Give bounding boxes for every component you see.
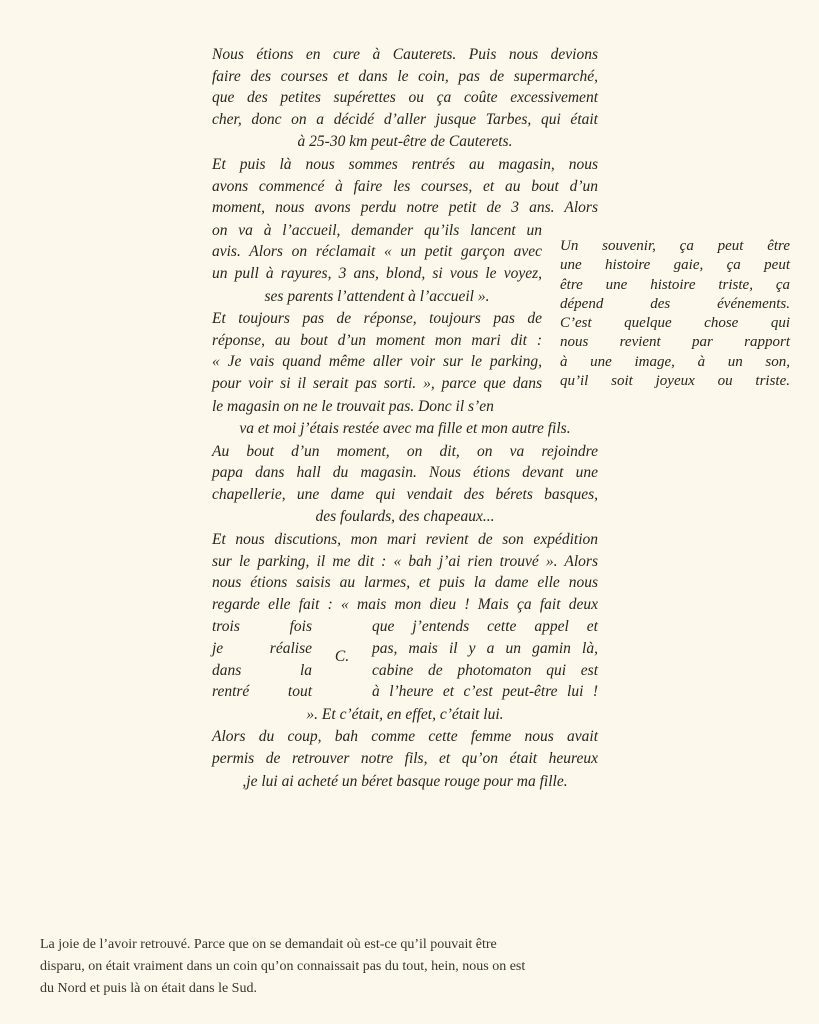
text-line: « Je vais quand même aller voir sur le parking,: [212, 353, 542, 371]
footer-line: La joie de l’avoir retrouvé. Parce que on se demandait où est-ce qu’il pouvait être: [40, 937, 497, 952]
text-line: cabine de photomaton qui est: [372, 661, 598, 679]
wraparound-right-column: [372, 616, 598, 702]
wraparound-block: [212, 616, 598, 702]
text-line: je réalise: [212, 640, 312, 658]
text-line: dans la: [212, 661, 312, 679]
margin-note-line: dépend des événements.: [560, 295, 790, 312]
text-line: ,je lui ai acheté un béret basque rouge pour ma fille.: [242, 772, 568, 790]
text-line: que des petites supérettes ou ça coûte excessivement: [212, 89, 598, 107]
text-line: Nous étions en cure à Cauterets. Puis nous devions: [212, 46, 598, 63]
paragraph-block: [212, 418, 598, 440]
margin-note-line: être une histoire triste, ça: [560, 276, 790, 293]
text-line: Et nous discutions, mon mari revient de son expédition: [212, 531, 598, 549]
text-line: regarde elle fait : « mais mon dieu ! Mais ça fait deux: [212, 595, 598, 613]
paragraph-block: [212, 441, 598, 506]
paragraph-block: [212, 771, 598, 793]
paragraph-block: [212, 726, 598, 769]
text-line: pas, mais il y a un gamin là,: [372, 640, 598, 658]
text-line: le magasin on ne le trouvait pas. Donc il s’en: [212, 397, 494, 415]
paragraph-block: [212, 529, 598, 615]
text-line: avis. Alors on réclamait « un petit garçon avec: [212, 243, 542, 261]
paragraph-block: [212, 131, 598, 153]
paragraph-block: [212, 396, 598, 418]
text-line: pour voir si il serait pas sorti. », parce que dans: [212, 374, 542, 392]
text-line: que j’entends cette appel et: [372, 618, 598, 636]
paragraph-block: [212, 286, 598, 308]
text-line: sur le parking, il me dit : « bah j’ai rien trouvé ». Alors: [212, 552, 598, 570]
footer-line: du Nord et puis là on était dans le Sud.: [40, 981, 257, 996]
text-line: ». Et c’était, en effet, c’était lui.: [306, 705, 504, 723]
paragraph-block: [212, 44, 598, 130]
paragraph-block: [212, 220, 598, 285]
text-line: avons commencé à faire les courses, et au bout d’un: [212, 177, 598, 195]
text-line: trois fois: [212, 618, 312, 636]
margin-note-line: une histoire gaie, ça peut: [560, 257, 790, 274]
paragraph-block: [212, 506, 598, 528]
text-line: on va à l’accueil, demander qu’ils lancent un: [212, 221, 542, 239]
margin-note-line: nous revient par rapport: [560, 334, 790, 351]
margin-note-line: à une image, à un son,: [560, 353, 790, 370]
wraparound-left-column: [212, 616, 312, 702]
text-line: à 25-30 km peut-être de Cauterets.: [297, 133, 513, 151]
text-line: nous étions saisis au larmes, et puis la dame elle nous: [212, 574, 598, 592]
text-line: permis de retrouver notre fils, et qu’on était heureux: [212, 750, 598, 767]
paragraph-block: [212, 154, 598, 219]
footer-line: disparu, on était vraiment dans un coin qu’on connaissait pas du tout, hein, nous on est: [40, 959, 526, 974]
text-line: cher, donc on a décidé d’aller jusque Tarbes, qui était: [212, 110, 598, 128]
margin-note: [560, 237, 790, 391]
center-initial: C.: [334, 648, 350, 666]
margin-note-line: qu’il soit joyeux ou triste.: [560, 373, 790, 390]
story-text: [212, 44, 598, 793]
text-line: Au bout d’un moment, on dit, on va rejoindre: [212, 442, 598, 460]
text-line: va et moi j’étais restée avec ma fille et mon autre fils.: [239, 420, 571, 438]
text-line: ses parents l’attendent à l’accueil ».: [264, 287, 490, 305]
text-line: Et toujours pas de réponse, toujours pas de: [212, 310, 542, 328]
footer-note: [40, 934, 640, 1000]
text-line: Et puis là nous sommes rentrés au magasin, nous: [212, 155, 598, 173]
margin-note-line: Un souvenir, ça peut être: [560, 238, 790, 254]
text-line: un pull à rayures, 3 ans, blond, si vous le voyez,: [212, 264, 542, 282]
text-line: Alors du coup, bah comme cette femme nous avait: [212, 728, 598, 746]
margin-note-line: C’est quelque chose qui: [560, 315, 790, 332]
text-line: à l’heure et c’est peut-être lui !: [372, 683, 598, 701]
text-line: moment, nous avons perdu notre petit de 3 ans. Alors: [212, 199, 598, 217]
text-line: des foulards, des chapeaux...: [315, 508, 495, 526]
paragraph-block: [212, 308, 598, 394]
text-line: chapellerie, une dame qui vendait des bérets basques,: [212, 485, 598, 503]
paragraph-block: [212, 704, 598, 726]
text-line: papa dans hall du magasin. Nous étions devant une: [212, 464, 598, 482]
text-line: réponse, au bout d’un moment mon mari dit :: [212, 331, 542, 349]
text-line: faire des courses et dans le coin, pas de supermarché,: [212, 67, 598, 85]
text-line: rentré tout: [212, 683, 312, 701]
